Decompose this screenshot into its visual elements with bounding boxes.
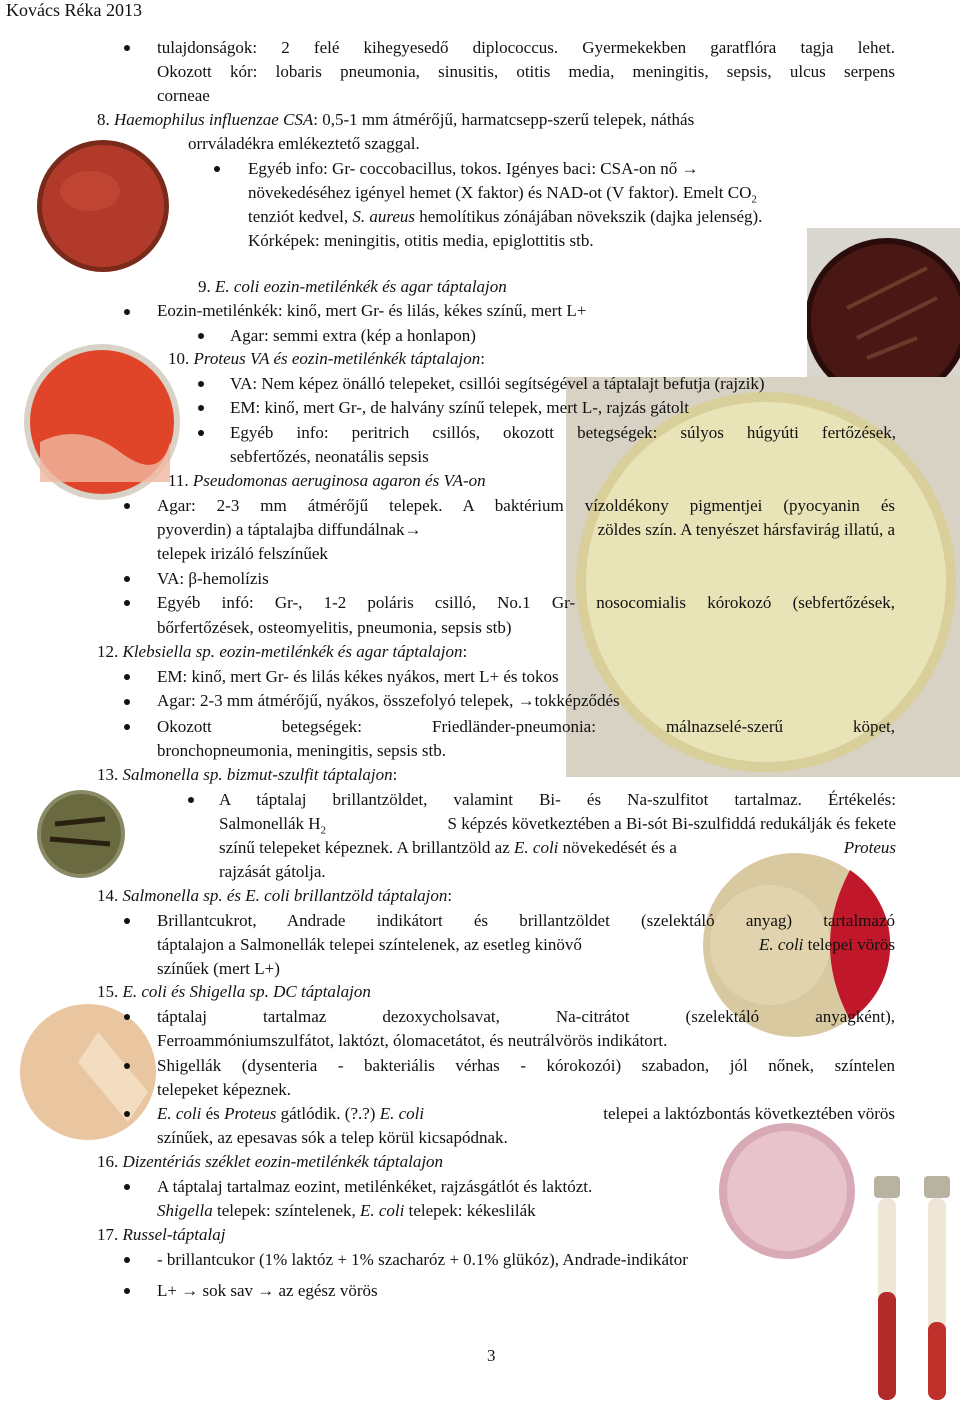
text-line: orrváladékra emlékeztető szaggal. xyxy=(188,134,420,153)
bullet xyxy=(124,600,130,606)
text-line: sebfertőzés, neonatális sepsis xyxy=(230,447,429,466)
bullet xyxy=(124,699,130,705)
text-line: színű telepeket képeznek. A brillantzöld az E. coli növekedését és a Proteus xyxy=(219,838,896,857)
text-line: színűek (mert L+) xyxy=(157,959,280,978)
russel-tubes-image xyxy=(866,1172,960,1406)
page-number: 3 xyxy=(487,1346,496,1365)
bullet xyxy=(124,918,130,924)
text-line: telepek irizáló felszínűek xyxy=(157,544,328,563)
text-line: EM: kinő, mert Gr-, de halvány színű telepek, mert L-, rajzás gátolt xyxy=(230,398,689,417)
text-line: telepeket képeznek. xyxy=(157,1080,292,1099)
text-line: corneae xyxy=(157,86,210,105)
bullet xyxy=(124,1184,130,1190)
text-line: pyoverdin) a táptalajba diffundálnak→ zöldes szín. A tenyészet hársfavirág illatú, a xyxy=(157,520,895,539)
text-line: Brillantcukrot, Andrade indikátort és brillantzöldet (szelektáló anyag) tartalmazó xyxy=(157,911,895,930)
bullet xyxy=(124,1288,130,1294)
text-line: Egyéb info: peritrich csillós, okozott betegségek: súlyos húgyúti fertőzések, xyxy=(230,423,896,442)
bullet xyxy=(124,309,130,315)
text-line: VA: β-hemolízis xyxy=(157,569,269,588)
text-line: bronchopneumonia, meningitis, sepsis stb. xyxy=(157,741,446,760)
section-heading-8: 8. Haemophilus influenzae CSA: 0,5-1 mm átmérőjű, harmatcsepp-szerű telepek, náthás xyxy=(97,110,695,129)
bullet xyxy=(188,797,194,803)
text-line: Agar: semmi extra (kép a honlapon) xyxy=(230,326,476,345)
text-line: tenziót kedvel, S. aureus hemolítikus zónájában növekszik (dajka jelenség). xyxy=(248,207,763,226)
dc-plate-image xyxy=(8,1002,168,1142)
text-line: tulajdonságok: 2 felé kihegyesedő diplococcus. Gyermekekben garatflóra tagja lehet. xyxy=(157,38,895,57)
text-line: Agar: 2-3 mm átmérőjű, nyákos, összefolyó telepek, →tokképződés xyxy=(157,691,620,710)
text-line: növekedéséhez igényel hemet (X faktor) és NAD-ot (V faktor). Emelt $CO_2$ xyxy=(248,183,757,206)
text-line: E. coli és Proteus gátlódik. (?.?) E. coli telepei a laktózbontás következtében vörös xyxy=(157,1104,895,1123)
text-line: rajzását gátolja. xyxy=(219,862,326,881)
bullet xyxy=(124,1063,130,1069)
bullet xyxy=(124,724,130,730)
bullet xyxy=(124,503,130,509)
text-line: színűek, az epesavas sók a telep körül kicsapódnak. xyxy=(157,1128,508,1147)
bullet xyxy=(124,674,130,680)
bullet xyxy=(124,1111,130,1117)
bullet xyxy=(124,1257,130,1263)
page-header: Kovács Réka 2013 xyxy=(6,0,142,20)
section-heading-12: 12. Klebsiella sp. eozin-metilénkék és agar táptalajon: xyxy=(97,642,468,661)
bullet xyxy=(124,576,130,582)
bullet xyxy=(198,430,204,436)
section-heading-15: 15. E. coli és Shigella sp. DC táptalajon xyxy=(97,982,371,1001)
text-line: Eozin-metilénkék: kinő, mert Gr- és lilás, kékes színű, mert L+ xyxy=(157,301,587,320)
section-heading-9: 9. E. coli eozin-metilénkék és agar táptalajon xyxy=(198,277,507,296)
haemophilus-plate-image xyxy=(20,136,186,276)
text-line: Okozott kór: lobaris pneumonia, sinusitis, otitis media, meningitis, sepsis, ulcus serpens xyxy=(157,62,895,81)
text-line: Agar: 2-3 mm átmérőjű telepek. A baktérium vízoldékony pigmentjei (pyocyanin és xyxy=(157,496,895,515)
section-heading-10: 10. Proteus VA és eozin-metilénkék táptalajon: xyxy=(168,349,485,368)
text-line: Egyéb info: Gr- coccobacillus, tokos. Igényes baci: CSA-on nő → xyxy=(248,159,699,178)
salmonella-bizmut-plate-image xyxy=(20,789,142,879)
bullet xyxy=(124,45,130,51)
text-line: Egyéb infó: Gr-, 1-2 poláris csilló, No.1 Gr- nosocomialis kórokozó (sebfertőzések, xyxy=(157,593,895,612)
text-line: Ferroammóniumszulfátot, laktózt, ólomacetátot, és neutrálvörös indikátort. xyxy=(157,1031,668,1050)
text-line: Kórképek: meningitis, otitis media, epiglottitis stb. xyxy=(248,231,594,250)
section-heading-11: 11. Pseudomonas aeruginosa agaron és VA-on xyxy=(168,471,486,490)
text-line: A táptalaj tartalmaz eozint, metilénkéket, rajzásgátlót és laktózt. xyxy=(157,1177,593,1196)
bullet xyxy=(198,381,204,387)
proteus-plate-image xyxy=(20,342,184,502)
bullet xyxy=(214,166,220,172)
dizenteria-plate-image xyxy=(712,1122,862,1260)
text-line: Okozott betegségek: Friedländer-pneumonia: málnazselé-szerű köpet, xyxy=(157,717,895,736)
text-line: táptalaj tartalmaz dezoxycholsavat, Na-citrátot (szelektáló anyagként), xyxy=(157,1007,895,1026)
bullet xyxy=(198,405,204,411)
text-line: Shigellák (dysenteria - bakteriális vérhas - kórokozói) szabadon, jól nőnek, színtelen xyxy=(157,1056,895,1075)
text-line: Shigella telepek: színtelenek, E. coli telepek: kékeslilák xyxy=(157,1201,536,1220)
text-line: - brillantcukor (1% laktóz + 1% szacharóz + 0.1% glükóz), Andrade-indikátor xyxy=(157,1250,688,1269)
text-line: VA: Nem képez önálló telepeket, csillói segítségével a táptalajt befutja (rajzik) xyxy=(230,374,765,393)
text-line: A táptalaj brillantzöldet, valamint Bi- és Na-szulfitot tartalmaz. Értékelés: xyxy=(219,790,896,809)
text-line: EM: kinő, mert Gr- és lilás kékes nyákos, mert L+ és tokos xyxy=(157,667,559,686)
section-heading-17: 17. Russel-táptalaj xyxy=(97,1225,226,1244)
section-heading-14: 14. Salmonella sp. és E. coli brillantzöld táptalajon: xyxy=(97,886,453,905)
bullet xyxy=(198,333,204,339)
text-line: Salmonellák $H_2$ S képzés következtében a Bi-sót Bi-szulfiddá redukálják és fekete xyxy=(219,814,896,837)
text-line: bőrfertőzések, osteomyelitis, pneumonia, sepsis stb) xyxy=(157,618,512,637)
section-heading-13: 13. Salmonella sp. bizmut-szulfit táptalajon: xyxy=(97,765,398,784)
bullet xyxy=(124,1014,130,1020)
text-line: táptalajon a Salmonellák telepei színtelenek, az esetleg kinövő E. coli telepei vörös xyxy=(157,935,895,954)
text-line: L+ → sok sav → az egész vörös xyxy=(157,1281,378,1300)
section-heading-16: 16. Dizentériás széklet eozin-metilénkék táptalajon xyxy=(97,1152,444,1171)
